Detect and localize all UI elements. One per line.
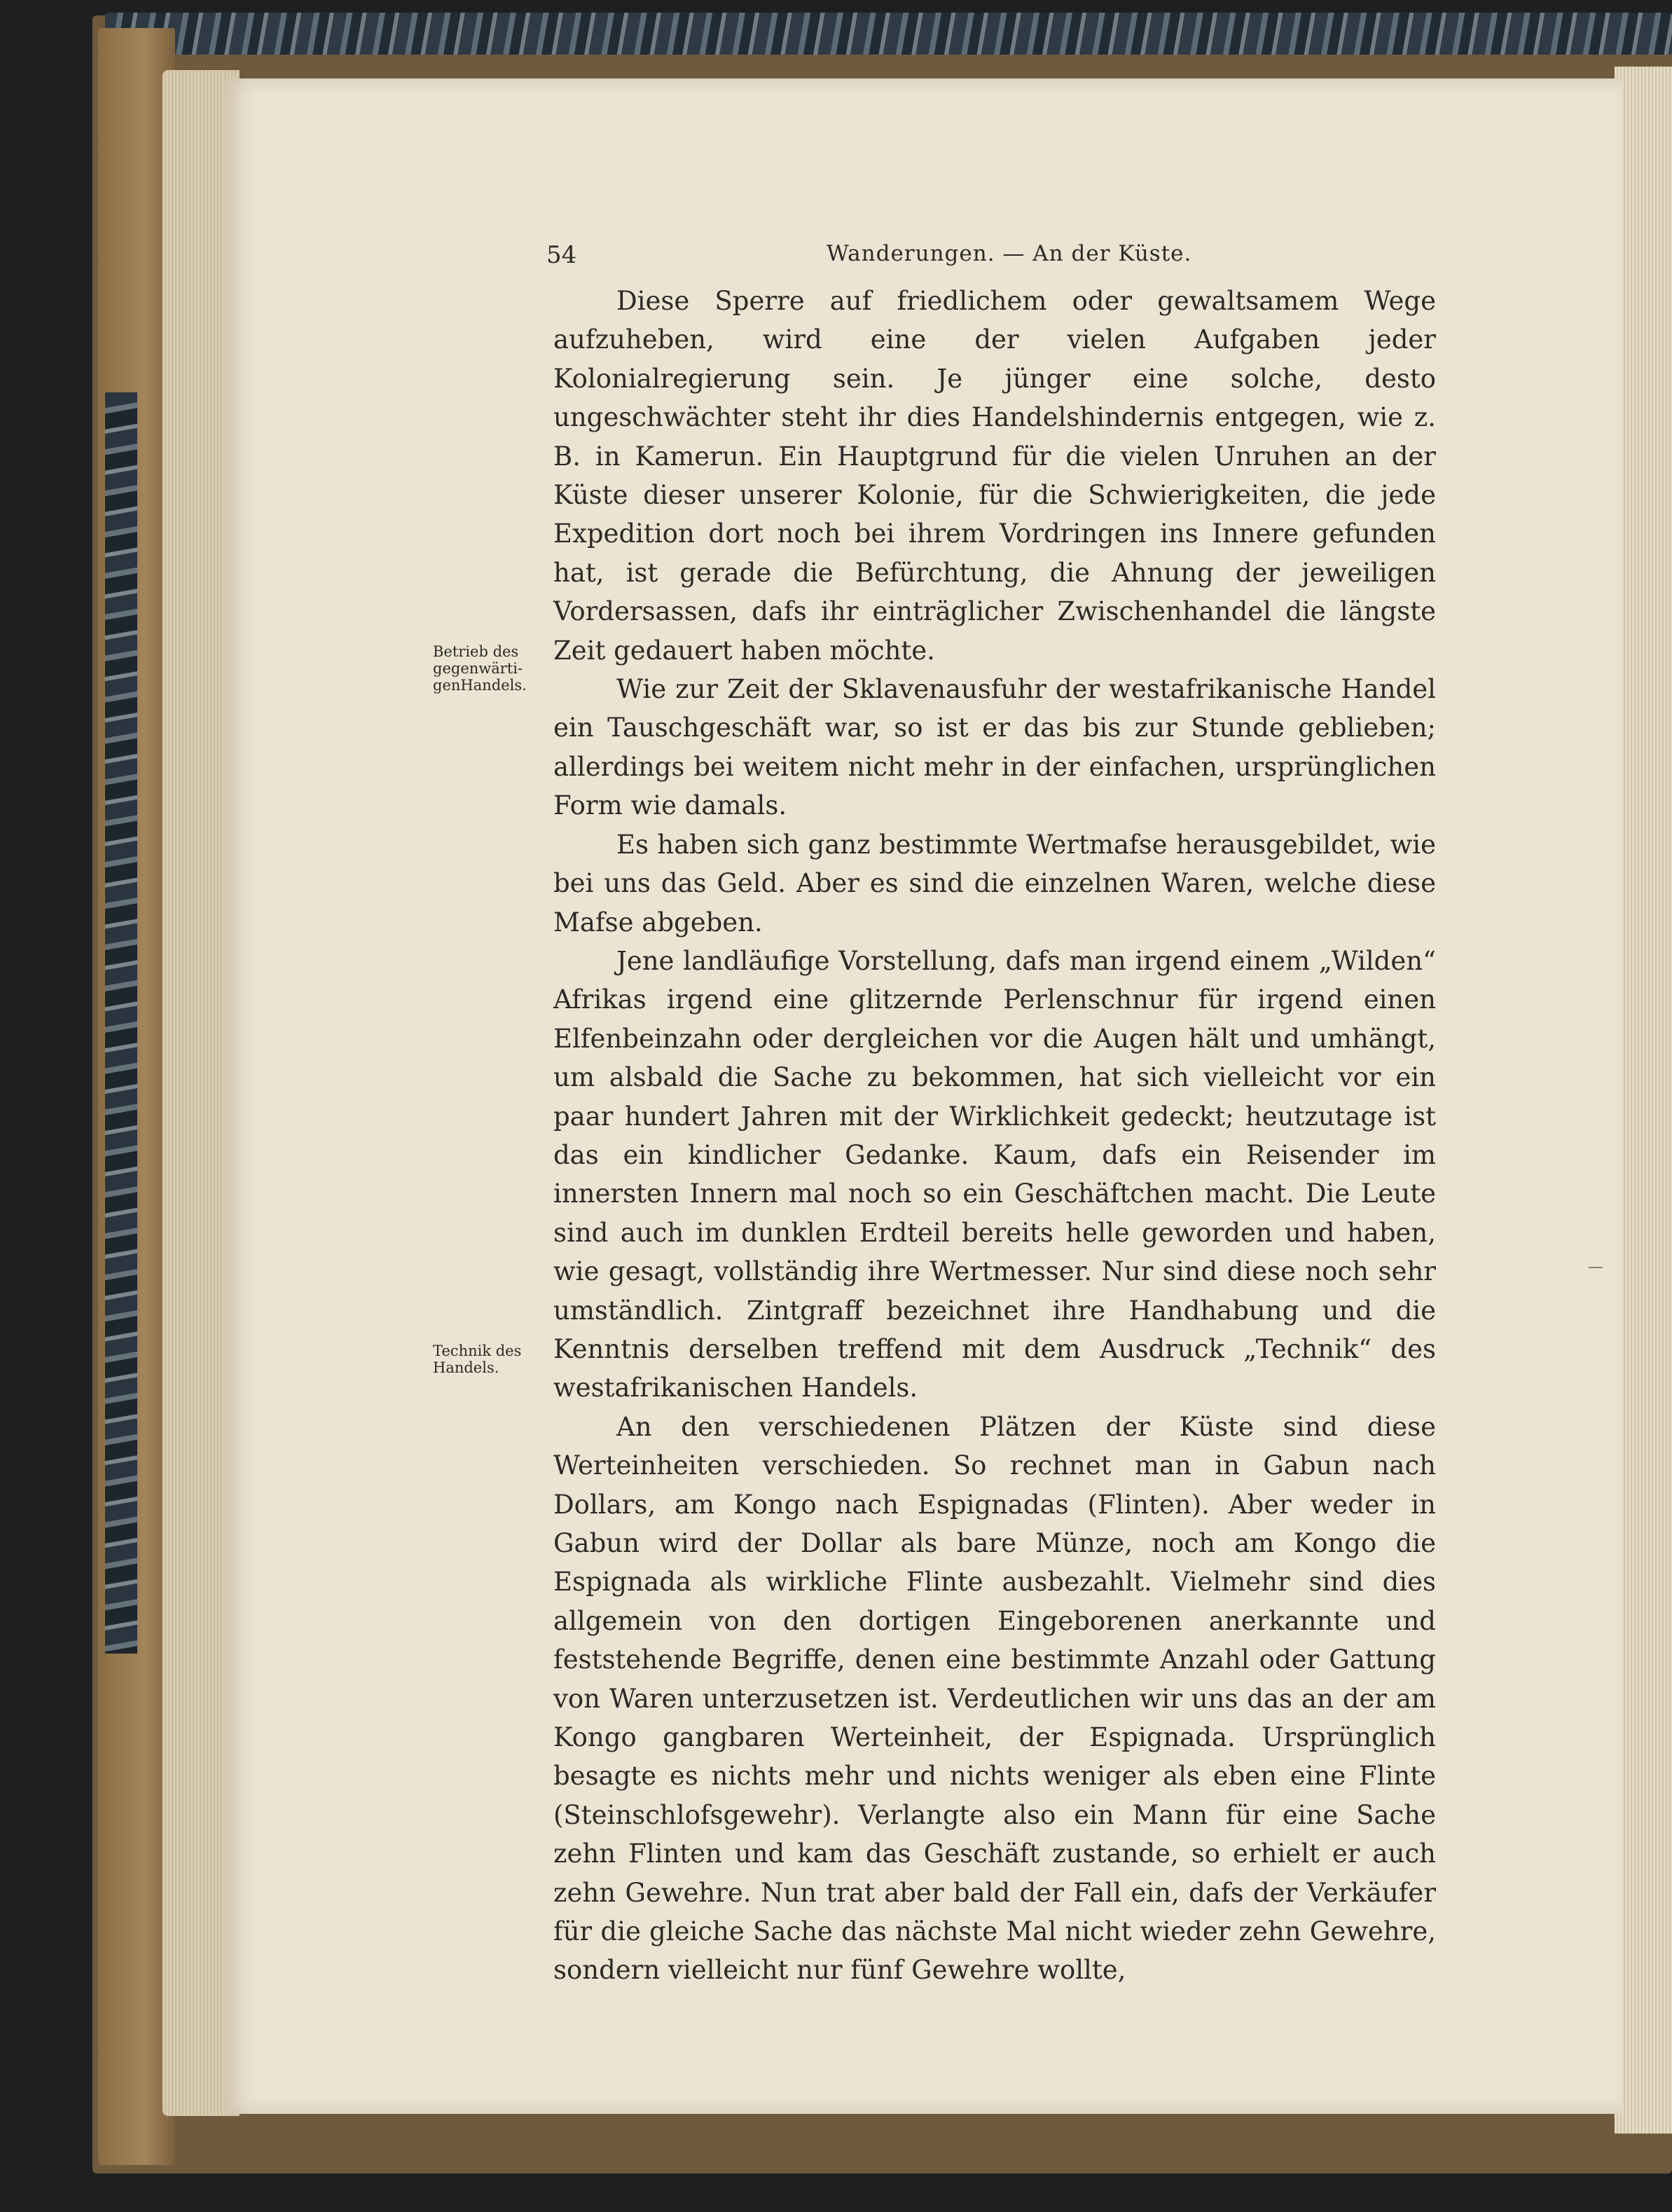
paragraph: Wie zur Zeit der Sklavenausfuhr der westafrikanische Handel ein Tauschgeschäft war, so ist er das bis zur Stunde geblieben; allerdings bei weitem nicht mehr in der einfachen, ursprünglichen Form wie damals. [553,674,1436,821]
margin-tick-mark [1589,1267,1603,1268]
body-text [553,282,1436,1990]
book-page [224,78,1622,2114]
marginal-line: genHandels. [433,677,527,694]
paragraph: Diese Sperre auf friedlichem oder gewaltsamem Wege aufzuheben, wird eine der vielen Aufgaben jeder Kolonialregierung sein. Je jünger eine solche, desto ungeschwächter steht ihr dies Handelshindernis entgegen, wie z. B. in Kamerun. Ein Hauptgrund für die vielen Unruhen an der Küste dieser unserer Kolonie, für die Schwierigkeiten, die jede Expedition dort noch bei ihrem Vordringen ins Innere gefunden hat, ist gerade die Befürchtung, die Ahnung der jeweiligen Vordersassen, dafs ihr einträglicher Zwischenhandel die längste Zeit gedauert haben möchte. [553,286,1436,666]
paragraph: An den verschiedenen Plätzen der Küste sind diese Werteinheiten verschieden. So rechnet man in Gabun nach Dollars, am Kongo nach Espignadas (Flinten). Aber weder in Gabun wird der Dollar als bare Münze, noch am Kongo die Espignada als wirkliche Flinte ausbezahlt. Vielmehr sind dies allgemein von den dortigen Eingeborenen anerkannte und feststehende Begriffe, denen eine bestimmte Anzahl oder Gattung von Waren unterzusetzen ist. Verdeutlichen wir uns das an der am Kongo gangbaren Werteinheit, der Espignada. Ursprünglich besagte es nichts mehr und nichts weniger als eben eine Flinte (Steinschlofsgewehr). Verlangte also ein Mann für eine Sache zehn Flinten und kam das Geschäft zustande, so erhielt er auch zehn Gewehre. Nun trat aber bald der Fall ein, dafs der Verkäufer für die gleiche Sache das nächste Mal nicht wieder zehn Gewehre, sondern vielleicht nur fünf Gewehre wollte, [553,1411,1436,1986]
paragraph: Jene landläufige Vorstellung, dafs man irgend einem „Wilden“ Afrikas irgend eine glitzernde Perlenschnur für irgend einen Elfenbeinzahn oder dergleichen vor die Augen hält und umhängt, um alsbald die Sache zu bekommen, hat sich vielleicht vor ein paar hundert Jahren mit der Wirklichkeit gedeckt; heutzutage ist das ein kindlicher Gedanke. Kaum, dafs ein Reisender im innersten Innern mal noch so ein Geschäftchen macht. Die Leute sind auch im dunklen Erdteil bereits helle geworden und haben, wie gesagt, vollständig ihre Wertmesser. Nur sind diese noch sehr umständlich. Zintgraff bezeichnet ihre Handhabung und die Kenntnis derselben treffend mit dem Ausdruck „Technik“ des westafrikanischen Handels. [553,945,1436,1403]
marbled-cover-top [105,13,1672,55]
marbled-cover-left [105,392,137,1654]
page-number: 54 [546,241,577,269]
page-edges-right [1615,67,1672,2134]
paragraph: Es haben sich ganz bestimmte Wertmafse herausgebildet, wie bei uns das Geld. Aber es sind die einzelnen Waren, welche diese Mafse abgeben. [553,829,1436,937]
marginal-line: Technik des [433,1342,522,1359]
marginal-line: gegenwärti- [433,660,523,677]
marginal-line: Handels. [433,1359,499,1376]
marginal-note-betrieb [433,643,545,694]
marginal-note-technik [433,1342,545,1376]
marginal-line: Betrieb des [433,643,519,660]
running-title: Wanderungen. — An der Küste. [827,241,1192,266]
